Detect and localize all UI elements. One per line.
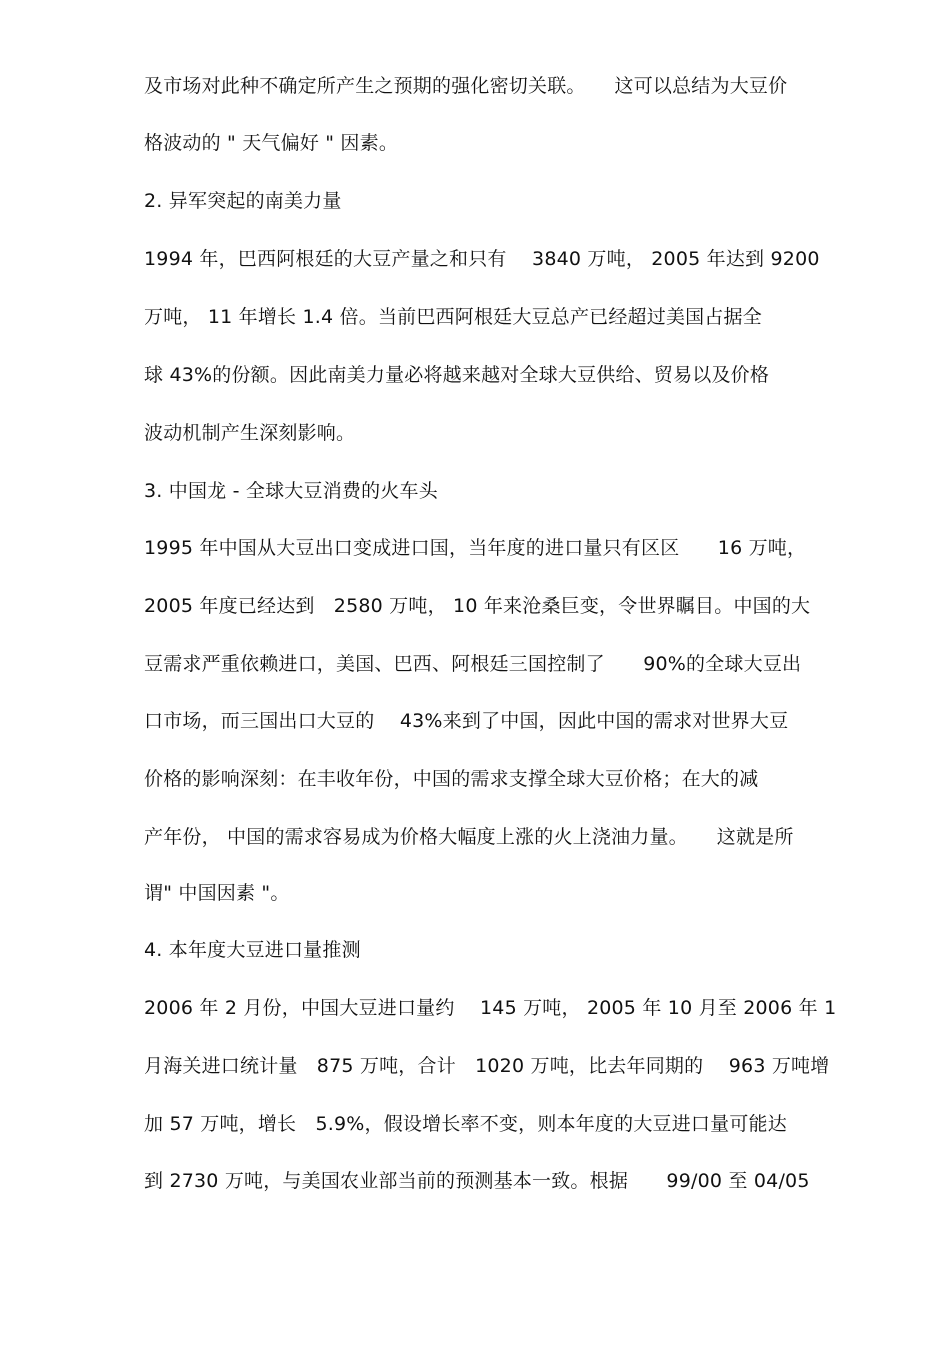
paragraph-line: 万吨， 11 年增长 1.4 倍。当前巴西阿根廷大豆总产已经超过美国占据全 — [144, 306, 762, 328]
section-heading: 3. 中国龙 - 全球大豆消费的火车头 — [144, 480, 438, 502]
paragraph-line: 及市场对此种不确定所产生之预期的强化密切关联。 这可以总结为大豆价 — [144, 75, 788, 97]
paragraph-line: 2006 年 2 月份，中国大豆进口量约 145 万吨， 2005 年 10 月至 2006 年 1 — [144, 997, 837, 1019]
paragraph-line: 波动机制产生深刻影响。 — [144, 422, 356, 444]
paragraph-line: 口市场，而三国出口大豆的 43%来到了中国，因此中国的需求对世界大豆 — [144, 710, 789, 732]
paragraph-line: 球 43%的份额。因此南美力量必将越来越对全球大豆供给、贸易以及价格 — [144, 364, 770, 386]
paragraph-line: 产年份， 中国的需求容易成为价格大幅度上涨的火上浇油力量。 这就是所 — [144, 826, 794, 848]
paragraph-line: 加 57 万吨，增长 5.9%，假设增长率不变，则本年度的大豆进口量可能达 — [144, 1113, 787, 1135]
paragraph-line: 1994 年，巴西阿根廷的大豆产量之和只有 3840 万吨， 2005 年达到 9200 — [144, 248, 820, 270]
section-heading: 2. 异军突起的南美力量 — [144, 190, 342, 212]
paragraph-line: 豆需求严重依赖进口，美国、巴西、阿根廷三国控制了 90%的全球大豆出 — [144, 653, 802, 675]
paragraph-line: 到 2730 万吨，与美国农业部当前的预测基本一致。根据 99/00 至 04/05 — [144, 1170, 810, 1192]
paragraph-line: 格波动的 " 天气偏好 " 因素。 — [144, 132, 399, 154]
paragraph-line: 2005 年度已经达到 2580 万吨， 10 年来沧桑巨变，令世界瞩目。中国的大 — [144, 595, 811, 617]
paragraph-line: 价格的影响深刻：在丰收年份，中国的需求支撑全球大豆价格；在大的减 — [144, 768, 759, 790]
paragraph-line: 谓" 中国因素 "。 — [144, 882, 290, 904]
paragraph-line: 月海关进口统计量 875 万吨，合计 1020 万吨，比去年同期的 963 万吨增 — [144, 1055, 830, 1077]
paragraph-line: 1995 年中国从大豆出口变成进口国，当年度的进口量只有区区 16 万吨， — [144, 537, 807, 559]
section-heading: 4. 本年度大豆进口量推测 — [144, 939, 361, 961]
